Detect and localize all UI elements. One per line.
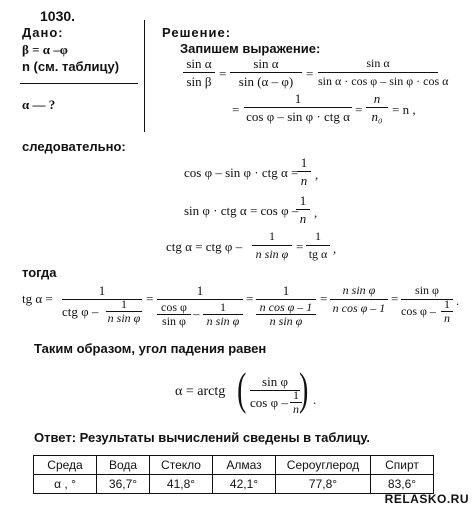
watermark: RELASKO.RU [384, 492, 469, 506]
eq3-lhs: cos φ – sin φ · ctg α = [184, 165, 299, 180]
eq5-fraction-1: 1 n sin φ [252, 229, 292, 262]
solution-heading: Решение: [162, 25, 232, 40]
table-header-cell: Алмаз [213, 456, 276, 475]
eq6-equals-2: = [246, 291, 254, 306]
eq6-lhs: tg α = [22, 291, 53, 306]
table-header-cell: Среда [34, 456, 97, 475]
solution-intro: Запишем выражение: [180, 41, 321, 56]
therefore-label: следовательно: [22, 139, 126, 154]
table-cell: 77,8° [276, 475, 371, 494]
table-cell: α , ° [34, 475, 97, 494]
eq7-lhs: α = arctg [175, 384, 226, 399]
eq4-lhs: sin φ · ctg α = cos φ – [184, 203, 299, 218]
given-heading: Дано: [22, 25, 64, 40]
given-vertical-divider [144, 20, 145, 132]
table-cell: 83,6° [371, 475, 434, 494]
table-cell: 42,1° [213, 475, 276, 494]
eq6-equals-3: = [320, 291, 328, 306]
eq5-equals: = [296, 239, 304, 254]
eq2-equals: = [232, 102, 240, 117]
eq6-fraction-a: 1 ctg φ – 1 n sin φ [62, 283, 141, 325]
table-header-cell: Сероуглерод [276, 456, 371, 475]
eq3-tail: , [315, 167, 319, 182]
table-header-cell: Спирт [371, 456, 434, 475]
eq5-lhs: ctg α = ctg φ – [166, 239, 243, 254]
eq6-fraction-c: 1 n cos φ – 1 n sin φ [256, 283, 316, 328]
table-header-cell: Вода [97, 456, 150, 475]
given-beta: β = α –φ [22, 42, 68, 57]
eq2-fraction-2: n n₀ [366, 91, 388, 124]
eq4-fraction: 1 n [296, 193, 310, 226]
conclusion-text: Таким образом, угол падения равен [34, 341, 267, 356]
given-divider [20, 83, 138, 84]
table-row [34, 475, 434, 494]
eq4-tail: , [314, 205, 318, 220]
eq6-fraction-b: 1 cos φ sin φ – 1 n sin φ [157, 283, 243, 331]
then-label: тогда [22, 265, 57, 280]
eq1-fraction-1: sin α sin β [183, 56, 215, 89]
answer-text: Ответ: Результаты вычислений сведены в таблицу. [34, 430, 371, 445]
given-find: α — ? [22, 97, 56, 112]
table-cell: 36,7° [97, 475, 150, 494]
eq6-tail: . [456, 293, 460, 308]
eq1-equals-1: = [219, 66, 227, 81]
eq1-fraction-2: sin α sin (α – φ) [230, 56, 302, 89]
given-n: n (см. таблицу) [22, 59, 120, 74]
table-cell: 41,8° [150, 475, 213, 494]
eq2-equals-2: = [355, 102, 363, 117]
eq7-tail: . [313, 392, 317, 407]
eq2-fraction-1: 1 cos φ – sin φ · ctg α [244, 91, 352, 124]
eq1-equals-2: = [306, 66, 314, 81]
eq5-fraction-2: 1 tg α [306, 229, 330, 262]
results-table [33, 455, 434, 494]
eq6-equals-1: = [146, 291, 154, 306]
eq7-right-paren: ) [299, 363, 309, 414]
eq3-fraction: 1 n [297, 155, 311, 188]
eq1-fraction-3: sin α sin α · cos φ – sin φ · cos α [318, 56, 449, 88]
eq7-left-paren: ( [237, 363, 247, 414]
eq5-tail: , [333, 241, 337, 256]
eq7-fraction: sin φ cos φ – 1 n [250, 374, 300, 422]
table-header-row [34, 456, 434, 475]
table-header-cell: Стекло [150, 456, 213, 475]
eq6-fraction-d: n sin φ n cos φ – 1 [330, 283, 388, 316]
eq2-tail: = n , [392, 102, 416, 117]
eq6-fraction-e: sin φ cos φ – 1 n [401, 283, 453, 331]
problem-number: 1030. [40, 8, 76, 24]
eq6-equals-4: = [391, 291, 399, 306]
